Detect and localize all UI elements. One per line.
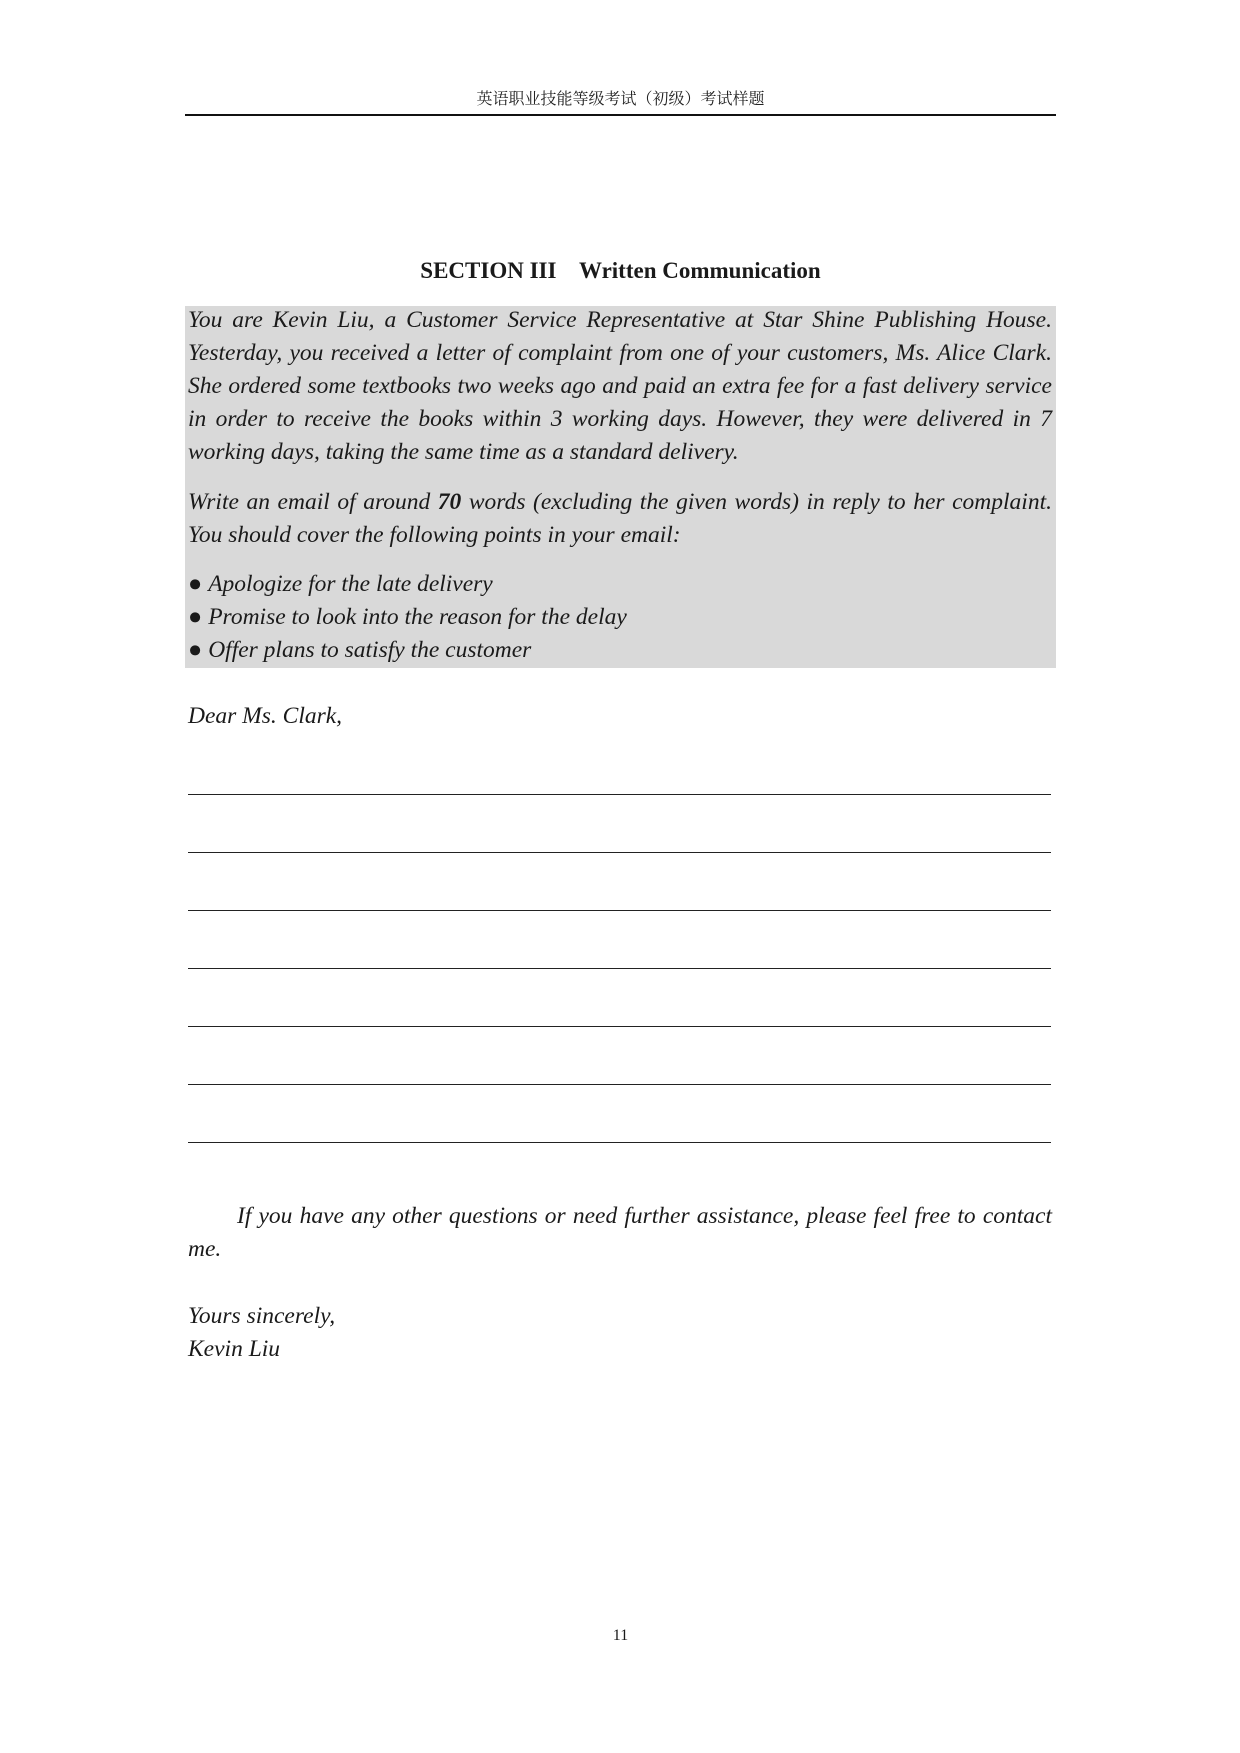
page-number: 11: [612, 1627, 629, 1644]
letter-signature: Kevin Liu: [188, 1336, 281, 1362]
page-header: 英语职业技能等级考试（初级）考试样题: [476, 89, 765, 108]
letter-salutation: Dear Ms. Clark,: [188, 703, 343, 729]
instructions-text-end: words (excluding the given words) in reply to her complaint. You should cover the following points in your email:: [188, 489, 1052, 548]
section-title: SECTION III Written Communication: [420, 258, 821, 283]
prompt-paragraph-scenario: You are Kevin Liu, a Customer Service Representative at Star Shine Publishing House. Yesterday, you received a letter of complaint from one of your customers, Ms. Alice Clark. She ordered some textbooks two weeks ago and paid an extra fee for a fast delivery service in order to receive the books within 3 working days. However, they were delivered in 7 working days, taking the same time as a standard delivery.: [188, 307, 1052, 465]
letter-signoff: [188, 1300, 335, 1366]
bullet-text: Offer plans to satisfy the customer: [208, 637, 532, 663]
list-item: [188, 601, 1052, 634]
answer-line-3[interactable]: [188, 910, 1051, 911]
word-count: 70: [437, 489, 462, 515]
prompt-paragraph-instructions: [188, 486, 1052, 552]
answer-line-5[interactable]: [188, 1026, 1051, 1027]
answer-line-2[interactable]: [188, 852, 1051, 853]
answer-line-4[interactable]: [188, 968, 1051, 969]
list-item: [188, 634, 1052, 667]
answer-line-6[interactable]: [188, 1084, 1051, 1085]
answer-line-7[interactable]: [188, 1142, 1051, 1143]
required-points-list: [188, 568, 1052, 667]
bullet-icon: ●: [188, 604, 203, 630]
list-item: [188, 568, 1052, 601]
bullet-text: Promise to look into the reason for the delay: [208, 604, 627, 630]
instructions-text-start: Write an email of around: [188, 489, 438, 515]
answer-line-1[interactable]: [188, 794, 1051, 795]
letter-valediction: Yours sincerely,: [188, 1303, 336, 1329]
bullet-icon: ●: [188, 571, 203, 597]
bullet-icon: ●: [188, 637, 203, 663]
bullet-text: Apologize for the late delivery: [208, 571, 493, 597]
letter-closing-paragraph: If you have any other questions or need further assistance, please feel free to contact me.: [188, 1203, 1052, 1262]
header-divider: [185, 114, 1056, 116]
